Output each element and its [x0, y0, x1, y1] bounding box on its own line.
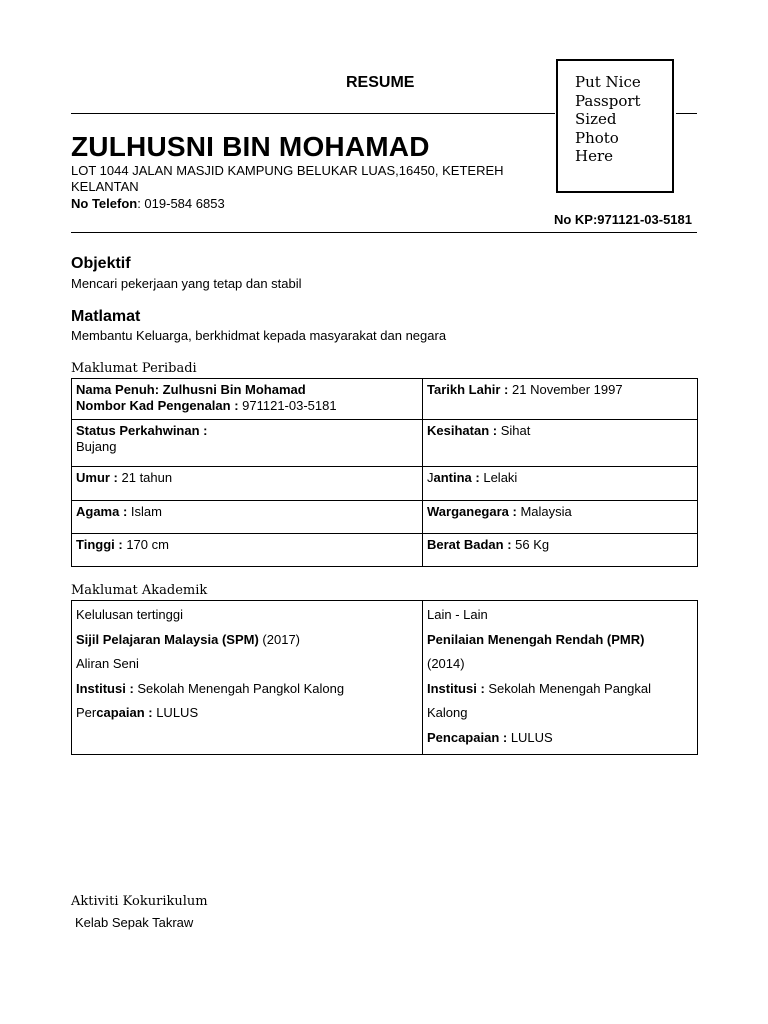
field-value: Bujang [76, 439, 117, 454]
field-prefix: J [427, 470, 434, 485]
resume-title: RESUME [346, 74, 415, 91]
table-cell [72, 420, 423, 467]
field-key: Pencapaian : [427, 729, 511, 745]
table-cell [72, 379, 423, 420]
kokurikulum-label: Aktiviti Kokurikulum [71, 894, 208, 909]
table-row [72, 534, 698, 567]
table-cell [423, 420, 698, 467]
table-row [72, 501, 698, 534]
header-rule-right [676, 113, 697, 114]
id-number: No KP:971121-03-5181 [553, 212, 692, 227]
table-row [72, 467, 698, 501]
table-cell [72, 534, 423, 567]
field-line [76, 423, 418, 439]
field-line [427, 603, 693, 628]
field-line [427, 628, 693, 653]
kokurikulum-text: Kelab Sepak Takraw [75, 915, 194, 930]
field-line [76, 382, 418, 398]
field-key: Umur : [76, 470, 122, 485]
phone-label: No Telefon [71, 196, 138, 211]
field-value: Kelulusan tertinggi [76, 607, 183, 622]
field-value: 21 tahun [121, 470, 173, 485]
field-key: Institusi : [427, 680, 489, 696]
table-row [72, 601, 698, 755]
table-cell [72, 467, 423, 501]
photo-text-line: Here [575, 147, 614, 165]
field-line [76, 677, 418, 702]
field-line [76, 603, 418, 628]
field-key: Agama : [76, 504, 131, 519]
photo-placeholder [556, 59, 674, 193]
field-value: Aliran Seni [76, 656, 139, 671]
table-cell [423, 501, 698, 534]
academic-info-table [71, 600, 698, 755]
field-key: capaian : [96, 705, 157, 720]
table-cell [423, 379, 698, 420]
field-line [76, 537, 418, 553]
academic-spm-cell [72, 601, 423, 755]
field-key: Penilaian Menengah Rendah (PMR) [427, 631, 645, 647]
field-line [427, 423, 693, 439]
field-value: 21 November 1997 [512, 382, 623, 397]
photo-text-line: Sized [575, 110, 617, 128]
field-line [76, 439, 418, 455]
field-line [76, 398, 418, 414]
field-value: (2014) [427, 656, 465, 671]
field-value: Sekolah Menengah Pangkol Kalong [137, 680, 345, 696]
table-row [72, 420, 698, 467]
objektif-heading: Objektif [71, 255, 131, 272]
field-value: 170 cm [126, 537, 169, 552]
field-key: antina : [433, 470, 484, 485]
matlamat-heading: Matlamat [71, 308, 141, 325]
field-value: Lelaki [483, 470, 518, 485]
field-value: 971121-03-5181 [242, 398, 337, 413]
photo-text-line: Photo [575, 128, 619, 147]
field-line [76, 701, 418, 726]
field-line [427, 726, 693, 751]
field-line [427, 470, 693, 486]
table-cell [423, 534, 698, 567]
field-line [427, 652, 693, 677]
header-rule-left [71, 113, 555, 114]
field-key: Nombor Kad Pengenalan : [76, 398, 243, 413]
address: LOT 1044 JALAN MASJID KAMPUNG BELUKAR LUAS,16450, KETEREH KELANTAN [71, 163, 504, 194]
field-value: Malaysia [520, 504, 572, 519]
field-line [76, 470, 418, 486]
divider [71, 232, 697, 233]
field-value: (2017) [258, 631, 301, 647]
phone-value: : 019-584 6853 [137, 196, 225, 211]
table-cell [423, 467, 698, 501]
akademik-label: Maklumat Akademik [71, 583, 208, 598]
objektif-text: Mencari pekerjaan yang tetap dan stabil [71, 276, 302, 291]
matlamat-text: Membantu Keluarga, berkhidmat kepada masyarakat dan negara [71, 328, 447, 343]
field-value: Sihat [500, 423, 531, 438]
field-key: Warganegara : [427, 504, 521, 519]
phone-line [71, 196, 225, 211]
photo-placeholder-text [575, 73, 672, 166]
peribadi-label: Maklumat Peribadi [71, 361, 197, 376]
field-line [76, 628, 418, 653]
table-row [72, 379, 698, 420]
field-key: Tarikh Lahir : [427, 382, 512, 397]
photo-text-line: Passport [575, 91, 641, 110]
field-key: Status Perkahwinan : [76, 423, 208, 438]
field-line [427, 677, 693, 702]
field-line [427, 382, 693, 398]
field-value: Islam [130, 504, 162, 519]
field-key: Nama Penuh: Zulhusni Bin Mohamad [76, 382, 306, 397]
field-key: Berat Badan : [427, 537, 516, 552]
field-key: Sijil Pelajaran Malaysia (SPM) [76, 631, 259, 647]
field-value: LULUS [156, 705, 199, 720]
field-key: Tinggi : [76, 537, 127, 552]
field-value: Kalong [427, 705, 468, 720]
personal-info-table [71, 378, 698, 567]
photo-text-line: Put Nice [575, 73, 641, 91]
table-cell [72, 501, 423, 534]
field-value: LULUS [510, 729, 553, 745]
field-line [427, 504, 693, 520]
academic-pmr-cell [423, 601, 698, 755]
field-line [427, 537, 693, 553]
field-line [76, 652, 418, 677]
field-value: 56 Kg [515, 537, 550, 552]
field-line [427, 701, 693, 726]
field-value: Lain - Lain [427, 607, 488, 622]
field-line [76, 504, 418, 520]
full-name: ZULHUSNI BIN MOHAMAD [71, 131, 430, 162]
field-key: Kesihatan : [427, 423, 501, 438]
field-prefix: Per [76, 705, 97, 720]
field-key: Institusi : [76, 680, 138, 696]
field-value: Sekolah Menengah Pangkal [488, 680, 652, 696]
